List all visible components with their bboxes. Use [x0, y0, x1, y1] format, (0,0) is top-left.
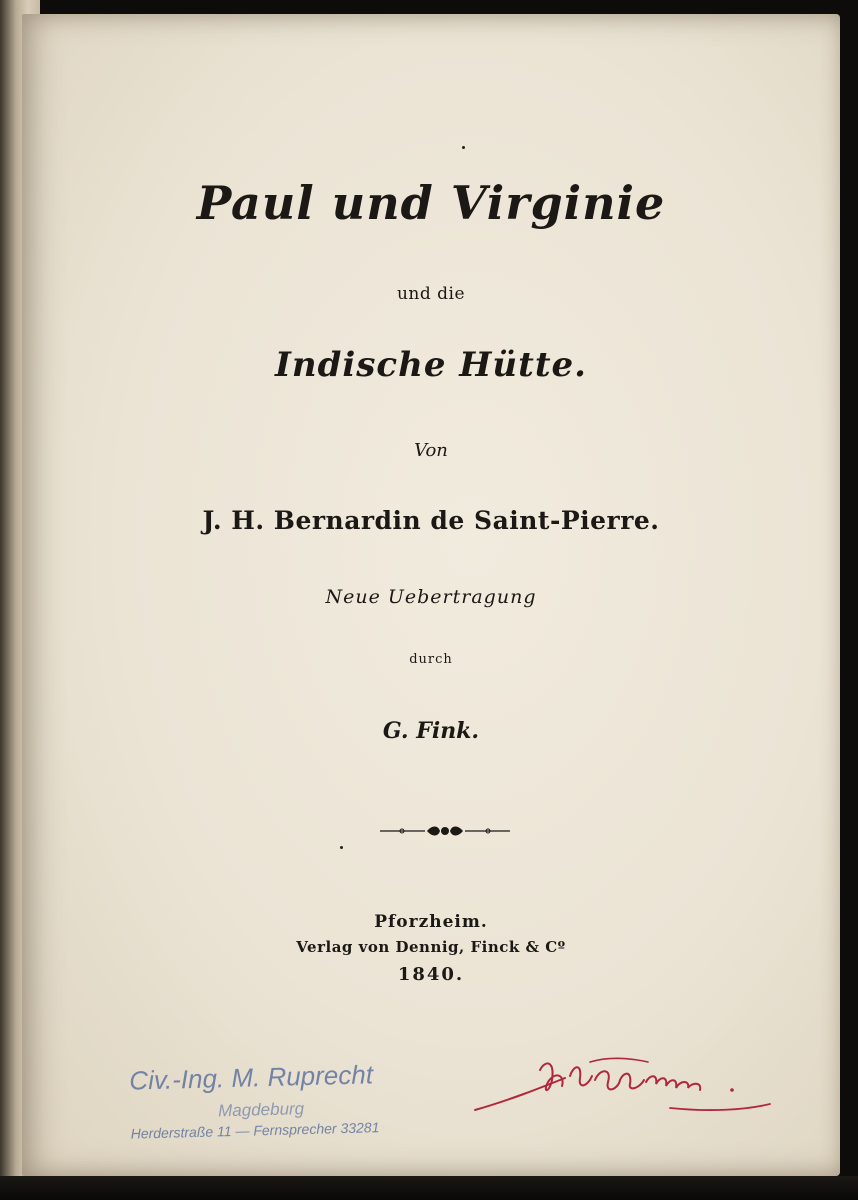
imprint-publisher: Verlag von Dennig, Finck & Cº: [296, 938, 566, 956]
through-label: durch: [409, 652, 453, 667]
title-connector: und die: [396, 284, 466, 304]
imprint-year: 1840.: [397, 964, 465, 985]
by-label: Von: [414, 440, 448, 461]
stamp-address: Herderstraße 11 — Fernsprecher 33281: [130, 1119, 380, 1142]
book-subtitle: Indische Hütte.: [274, 345, 588, 385]
author-name: J. H. Bernardin de Saint-Pierre.: [202, 506, 660, 535]
paper-speck: [340, 846, 343, 849]
translator-name: G. Fink.: [382, 718, 480, 744]
handwritten-signature: [470, 1050, 790, 1120]
ornament-divider-icon: [380, 824, 510, 838]
translation-note: Neue Uebertragung: [325, 586, 537, 608]
imprint-place: Pforzheim.: [374, 912, 488, 932]
background-bottom: [0, 1176, 858, 1200]
stamp-city: Magdeburg: [217, 1099, 305, 1121]
owner-stamp: [119, 1056, 421, 1154]
book-title: Paul und Virginie: [196, 176, 666, 230]
stamp-name: Civ.-Ing. M. Ruprecht: [128, 1059, 374, 1096]
paper-speck: [462, 146, 465, 149]
